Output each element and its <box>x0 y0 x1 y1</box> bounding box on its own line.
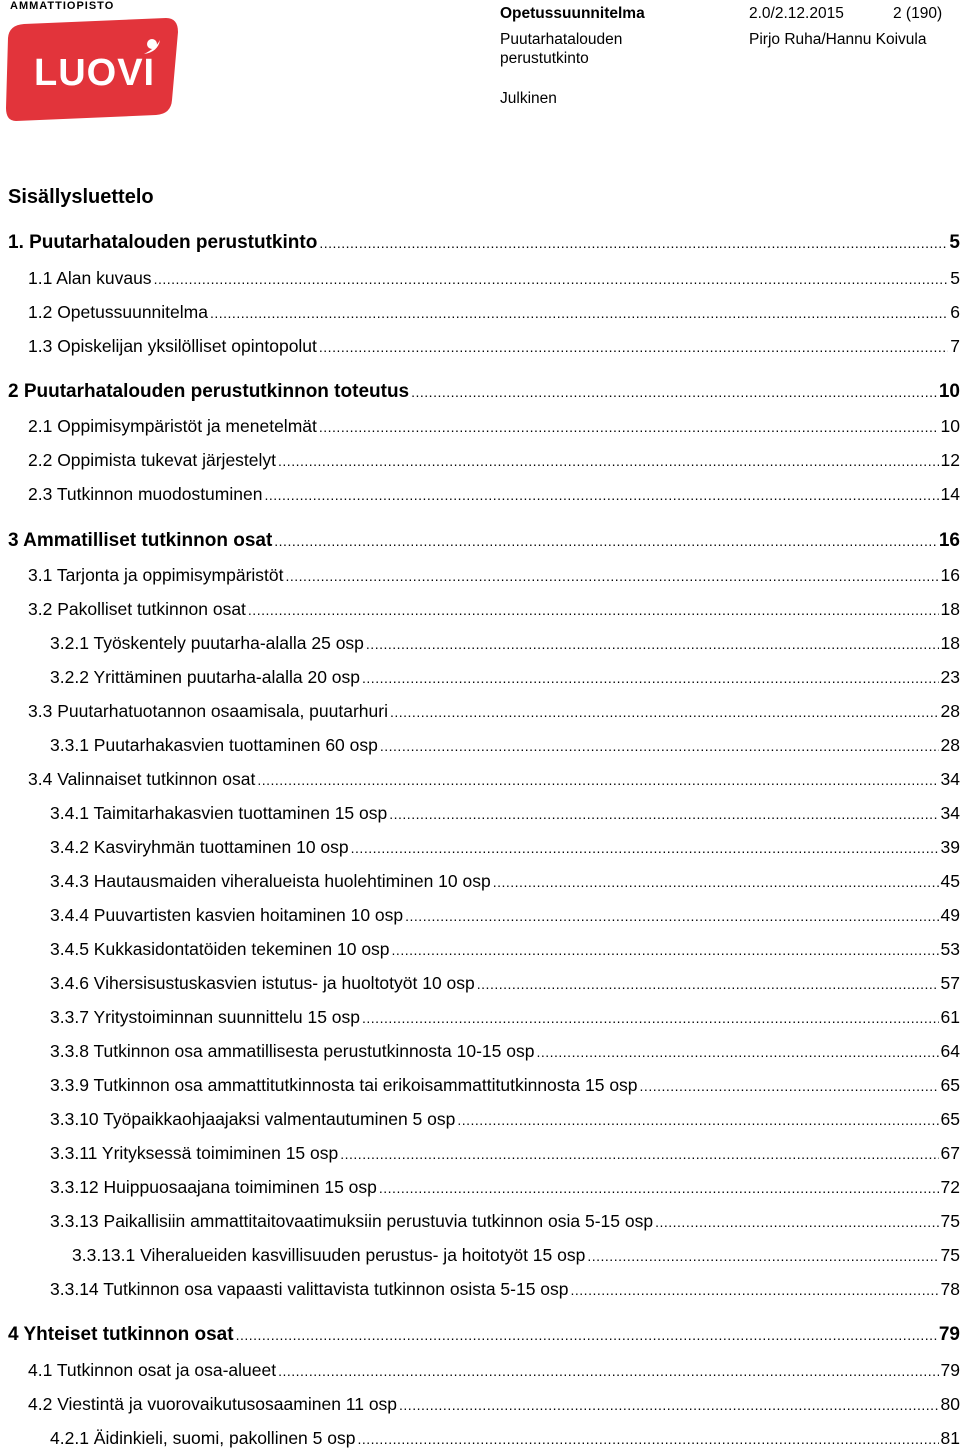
toc-entry[interactable] <box>50 1211 960 1235</box>
toc-leader-dots <box>380 738 939 754</box>
toc-entry-title: 3.4.2 Kasviryhmän tuottaminen 10 osp <box>50 837 349 857</box>
toc-leader-dots <box>411 384 937 400</box>
toc-entry-page: 10 <box>938 381 960 402</box>
toc-entry-page: 64 <box>940 1041 960 1061</box>
toc-entry[interactable] <box>28 416 960 440</box>
toc-leader-dots <box>392 942 939 958</box>
toc-entry-page: 5 <box>950 268 960 288</box>
toc-leader-dots <box>536 1044 938 1060</box>
toc-entry-title: 3.4 Valinnaiset tutkinnon osat <box>28 769 256 789</box>
toc-entry-title: 3.3.9 Tutkinnon osa ammattitutkinnosta tai erikoisammattitutkinnosta 15 osp <box>50 1075 638 1095</box>
toc-entry-page: 16 <box>938 530 960 551</box>
toc-entry-title: 3.3.11 Yrityksessä toimiminen 15 osp <box>50 1143 339 1163</box>
toc-entry-page: 5 <box>949 232 960 253</box>
toc-entry[interactable] <box>28 701 960 725</box>
header-classification: Julkinen <box>500 90 557 107</box>
toc-entry-title: 3.4.4 Puuvartisten kasvien hoitaminen 10 osp <box>50 905 404 925</box>
toc-entry-title: 3.3.12 Huippuosaajana toimiminen 15 osp <box>50 1177 377 1197</box>
toc-leader-dots <box>362 1010 939 1026</box>
toc-entry[interactable] <box>28 769 960 793</box>
toc-leader-dots <box>319 235 947 251</box>
toc-entry[interactable] <box>28 450 960 474</box>
toc-entry-page: 28 <box>940 735 960 755</box>
toc-entry-page: 67 <box>940 1143 960 1163</box>
toc-entry-page: 18 <box>940 599 960 619</box>
toc-entry-title: 3.4.5 Kukkasidontatöiden tekeminen 10 osp <box>50 939 390 959</box>
toc-entry-title: 4.2.1 Äidinkieli, suomi, pakollinen 5 osp <box>50 1428 356 1448</box>
header-version-date: 2.0/2.12.2015 <box>749 5 844 22</box>
toc-entry-title: 2.2 Oppimista tukevat järjestelyt <box>28 450 277 470</box>
toc-entry-title: 3.2 Pakolliset tutkinnon osat <box>28 599 246 619</box>
toc-leader-dots <box>389 806 938 822</box>
toc-entry-title: 3.2.1 Työskentely puutarha-alalla 25 osp <box>50 633 364 653</box>
toc-leader-dots <box>571 1282 939 1298</box>
toc-entry[interactable] <box>8 232 960 256</box>
toc-entry[interactable] <box>50 735 960 759</box>
toc-entry-title: 1.3 Opiskelijan yksilölliset opintopolut <box>28 336 317 356</box>
toc-entry[interactable] <box>28 1394 960 1418</box>
toc-leader-dots <box>379 1180 939 1196</box>
toc-entry[interactable] <box>8 381 960 405</box>
header-authors: Pirjo Ruha/Hannu Koivula <box>749 31 927 48</box>
toc-entry-title: 3.3.13.1 Viheralueiden kasvillisuuden perustus- ja hoitotyöt 15 osp <box>72 1245 586 1265</box>
toc-entry-page: 61 <box>940 1007 960 1027</box>
toc-entry-page: 12 <box>940 450 960 470</box>
toc-entry-page: 7 <box>950 336 960 356</box>
toc-entry-page: 49 <box>940 905 960 925</box>
toc-entry[interactable] <box>28 302 960 326</box>
toc-entry-title: 1. Puutarhatalouden perustutkinto <box>8 232 318 253</box>
toc-entry-page: 28 <box>940 701 960 721</box>
toc-leader-dots <box>655 1214 938 1230</box>
toc-entry-page: 34 <box>940 769 960 789</box>
toc-entry[interactable] <box>28 599 960 623</box>
toc-leader-dots <box>640 1078 939 1094</box>
toc-entry-page: 6 <box>950 302 960 322</box>
toc-entry-title: 3.3 Puutarhatuotannon osaamisala, puutarhuri <box>28 701 388 721</box>
toc-entry[interactable] <box>28 1360 960 1384</box>
toc-entry-title: 3.3.10 Työpaikkaohjaajaksi valmentautuminen 5 osp <box>50 1109 456 1129</box>
toc-entry-page: 72 <box>940 1177 960 1197</box>
toc-entry-page: 65 <box>940 1109 960 1129</box>
header-doc-name-2: perustutkinto <box>500 50 589 67</box>
toc-entry[interactable] <box>28 336 960 360</box>
toc-leader-dots <box>366 636 939 652</box>
toc-entry[interactable] <box>50 1041 960 1065</box>
toc-leader-dots <box>286 568 939 584</box>
toc-entry[interactable] <box>72 1245 960 1269</box>
toc-entry[interactable] <box>50 1075 960 1099</box>
toc-entry[interactable] <box>50 1428 960 1452</box>
toc-entry-page: 23 <box>940 667 960 687</box>
toc-leader-dots <box>362 670 939 686</box>
toc-entry-page: 80 <box>940 1394 960 1414</box>
toc-entry-page: 78 <box>940 1279 960 1299</box>
toc-entry-page: 34 <box>940 803 960 823</box>
toc-leader-dots <box>390 704 939 720</box>
toc-entry[interactable] <box>50 1177 960 1201</box>
toc-entry[interactable] <box>50 1143 960 1167</box>
toc-entry[interactable] <box>8 1324 960 1348</box>
toc-entry[interactable] <box>50 837 960 861</box>
toc-leader-dots <box>587 1248 938 1264</box>
toc-entry[interactable] <box>50 1279 960 1303</box>
header-doc-name-1: Puutarhatalouden <box>500 31 623 48</box>
toc-leader-dots <box>210 305 948 321</box>
toc-entry[interactable] <box>50 1007 960 1031</box>
toc-leader-dots <box>493 874 939 890</box>
toc-entry-title: 3.2.2 Yrittäminen puutarha-alalla 20 osp <box>50 667 361 687</box>
toc-entry-title: 3.4.3 Hautausmaiden viheralueista huolehtiminen 10 osp <box>50 871 491 891</box>
toc-entry[interactable] <box>50 803 960 827</box>
toc-entry-page: 57 <box>940 973 960 993</box>
luovi-logo <box>6 18 178 121</box>
toc-entry-title: 1.1 Alan kuvaus <box>28 268 152 288</box>
toc-entry-page: 75 <box>940 1211 960 1231</box>
toc-entry-title: 3.4.6 Vihersisustuskasvien istutus- ja huoltotyöt 10 osp <box>50 973 475 993</box>
toc-entry-title: 3.3.13 Paikallisiin ammattitaitovaatimuksiin perustuvia tutkinnon osia 5-15 osp <box>50 1211 654 1231</box>
toc-entry-page: 81 <box>940 1428 960 1448</box>
toc-entry-title: 3 Ammatilliset tutkinnon osat <box>8 530 273 551</box>
toc-leader-dots <box>278 453 939 469</box>
toc-entry-page: 14 <box>940 484 960 504</box>
header-page-count: 2 (190) <box>893 5 943 22</box>
toc-leader-dots <box>351 840 939 856</box>
toc-leader-dots <box>457 1112 938 1128</box>
toc-leader-dots <box>278 1363 938 1379</box>
toc-entry[interactable] <box>50 633 960 657</box>
toc-entry-page: 79 <box>940 1360 960 1380</box>
toc-entry-title: 4.1 Tutkinnon osat ja osa-alueet <box>28 1360 277 1380</box>
toc-entry-page: 16 <box>940 565 960 585</box>
toc-entry[interactable] <box>28 484 960 508</box>
toc-entry-page: 75 <box>940 1245 960 1265</box>
toc-entry[interactable] <box>28 268 960 292</box>
toc-leader-dots <box>319 419 939 435</box>
toc-entry[interactable] <box>28 565 960 589</box>
toc-leader-dots <box>236 1327 937 1343</box>
toc-entry-title: 3.4.1 Taimitarhakasvien tuottaminen 15 osp <box>50 803 388 823</box>
toc-leader-dots <box>357 1431 938 1447</box>
toc-entry[interactable] <box>50 667 960 691</box>
toc-leader-dots <box>340 1146 938 1162</box>
toc-entry-title: 2 Puutarhatalouden perustutkinnon toteutus <box>8 381 410 402</box>
toc-entry[interactable] <box>50 1109 960 1133</box>
toc-entry-title: 2.3 Tutkinnon muodostuminen <box>28 484 263 504</box>
toc-entry-title: 3.3.14 Tutkinnon osa vapaasti valittavista tutkinnon osista 5-15 osp <box>50 1279 569 1299</box>
toc-entry-title: 3.3.1 Puutarhakasvien tuottaminen 60 osp <box>50 735 378 755</box>
toc-entry-page: 10 <box>940 416 960 436</box>
toc-leader-dots <box>248 602 939 618</box>
toc-entry-title: 4.2 Viestintä ja vuorovaikutusosaaminen 11 osp <box>28 1394 398 1414</box>
toc-entry[interactable] <box>50 939 960 963</box>
toc-leader-dots <box>264 487 938 503</box>
toc-entry[interactable] <box>8 530 960 554</box>
toc-leader-dots <box>405 908 938 924</box>
toc-entry-title: 3.1 Tarjonta ja oppimisympäristöt <box>28 565 284 585</box>
toc-entry-title: 3.3.7 Yritystoiminnan suunnittelu 15 osp <box>50 1007 361 1027</box>
toc-leader-dots <box>274 533 937 549</box>
toc-entry-page: 53 <box>940 939 960 959</box>
toc-entry[interactable] <box>50 905 960 929</box>
toc-entry-page: 18 <box>940 633 960 653</box>
toc-entry-title: 3.3.8 Tutkinnon osa ammatillisesta perustutkinnosta 10-15 osp <box>50 1041 535 1061</box>
toc-entry[interactable] <box>50 973 960 997</box>
logo-top-text: AMMATTIOPISTO <box>10 0 115 12</box>
toc-leader-dots <box>257 772 938 788</box>
toc-entry-title: 4 Yhteiset tutkinnon osat <box>8 1324 234 1345</box>
logo-name: LUOVI <box>34 52 156 94</box>
header-doc-type: Opetussuunnitelma <box>500 5 645 22</box>
toc-entry-page: 45 <box>940 871 960 891</box>
toc-leader-dots <box>477 976 939 992</box>
toc-entry-page: 39 <box>940 837 960 857</box>
toc-entry-title: 1.2 Opetussuunnitelma <box>28 302 208 322</box>
toc-leader-dots <box>319 339 948 355</box>
toc-leader-dots <box>399 1397 939 1413</box>
toc-entry-page: 65 <box>940 1075 960 1095</box>
toc-entry[interactable] <box>50 871 960 895</box>
toc-entry-page: 79 <box>938 1324 960 1345</box>
toc-leader-dots <box>154 271 949 287</box>
toc-entry-title: 2.1 Oppimisympäristöt ja menetelmät <box>28 416 317 436</box>
toc-title: Sisällysluettelo <box>8 186 154 208</box>
